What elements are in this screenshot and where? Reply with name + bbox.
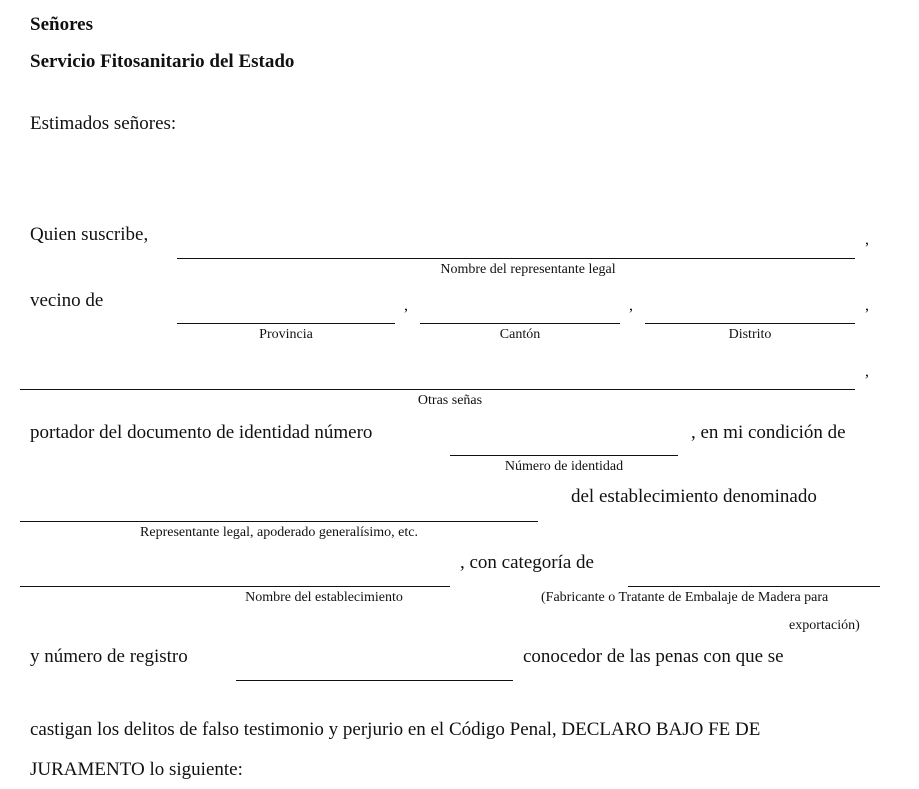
declaration-text-line1: castigan los delitos de falso testimonio y perjurio en el Código Penal, DECLARO BAJO FE DE <box>30 719 761 740</box>
condicion-field[interactable] <box>20 521 538 522</box>
nombre-establecimiento-caption: Nombre del establecimiento <box>245 590 403 605</box>
numero-registro-label: y número de registro <box>30 646 188 667</box>
categoria-caption-line1: (Fabricante o Tratante de Embalaje de Madera para <box>541 590 829 605</box>
categoria-caption-line2: exportación) <box>789 618 860 633</box>
condicion-label: , en mi condición de <box>691 422 846 443</box>
comma: , <box>404 297 408 314</box>
documento-identidad-label: portador del documento de identidad número <box>30 422 373 443</box>
establecimiento-denominado-label: del establecimiento denominado <box>571 486 817 507</box>
numero-identidad-caption: Número de identidad <box>504 459 624 474</box>
numero-registro-field[interactable] <box>236 680 513 681</box>
distrito-caption: Distrito <box>728 327 772 342</box>
representante-caption: Representante legal, apoderado generalísimo, etc. <box>140 525 418 540</box>
comma: , <box>865 297 869 314</box>
conocedor-label: conocedor de las penas con que se <box>523 646 784 667</box>
provincia-field[interactable] <box>177 323 395 324</box>
comma: , <box>865 363 869 380</box>
provincia-caption: Provincia <box>259 327 313 342</box>
declaration-text-line2: JURAMENTO lo siguiente: <box>30 759 243 780</box>
vecino-de-label: vecino de <box>30 290 104 311</box>
otras-senas-caption: Otras señas <box>417 393 483 408</box>
nombre-representante-caption: Nombre del representante legal <box>440 262 616 277</box>
comma: , <box>629 297 633 314</box>
categoria-label: , con categoría de <box>460 552 594 573</box>
categoria-field[interactable] <box>628 586 880 587</box>
distrito-field[interactable] <box>645 323 855 324</box>
greeting: Estimados señores: <box>30 113 177 134</box>
numero-identidad-field[interactable] <box>450 455 678 456</box>
comma: , <box>865 231 869 248</box>
nombre-establecimiento-field[interactable] <box>20 586 450 587</box>
canton-field[interactable] <box>420 323 620 324</box>
canton-caption: Cantón <box>499 327 541 342</box>
quien-suscribe-label: Quien suscribe, <box>30 224 149 245</box>
representante-legal-field[interactable] <box>177 258 855 259</box>
salutation-to: Señores <box>30 14 93 35</box>
organization-name: Servicio Fitosanitario del Estado <box>30 51 295 72</box>
otras-senas-field[interactable] <box>20 389 855 390</box>
